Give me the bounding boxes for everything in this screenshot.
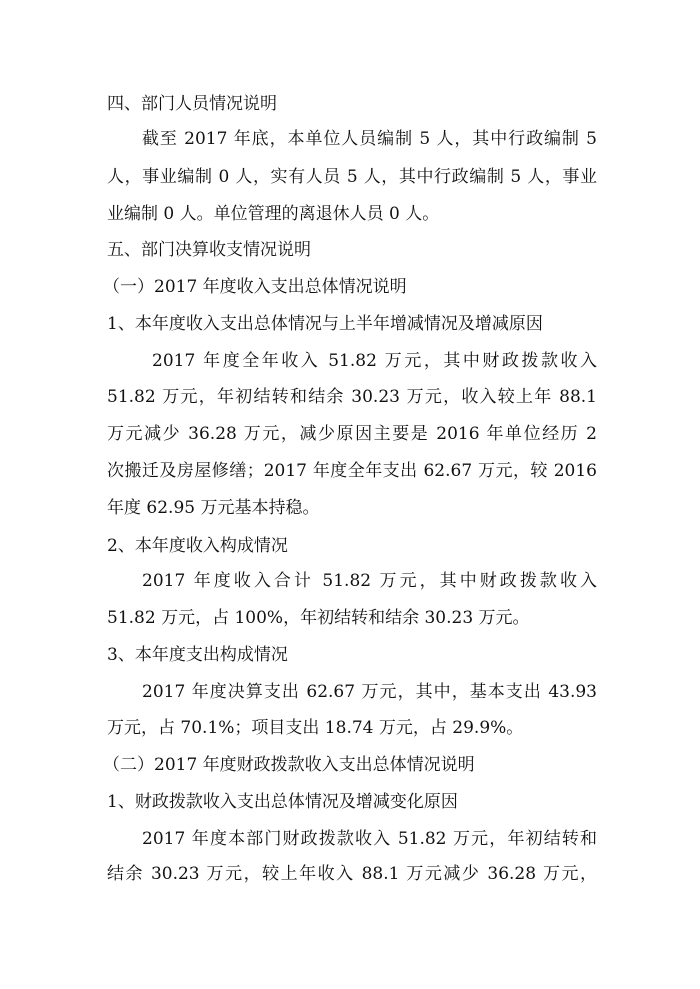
paragraph-line: 51.82 万元，占 100%，年初结转和结余 30.23 万元。 (107, 608, 530, 628)
item-heading: 3、本年度支出构成情况 (107, 645, 288, 665)
paragraph-line: 次搬迁及房屋修缮；2017 年度全年支出 62.67 万元，较 2016 (107, 461, 597, 481)
paragraph-line: 业编制 0 人。单位管理的离退休人员 0 人。 (107, 204, 440, 224)
paragraph-line: 截至 2017 年底，本单位人员编制 5 人，其中行政编制 5 (142, 129, 597, 149)
item-heading: 1、本年度收入支出总体情况与上半年增减情况及增减原因 (107, 314, 543, 334)
paragraph-line: 万元，占 70.1%；项目支出 18.74 万元，占 29.9%。 (107, 718, 524, 738)
paragraph-line: 万元减少 36.28 万元，减少原因主要是 2016 年单位经历 2 (107, 424, 597, 444)
paragraph-line: 2017 年度本部门财政拨款收入 51.82 万元，年初结转和 (142, 829, 597, 849)
paragraph-line: 2017 年度全年收入 51.82 万元，其中财政拨款收入 (152, 351, 597, 371)
paragraph-line: 51.82 万元，年初结转和结余 30.23 万元，收入较上年 88.1 (107, 387, 597, 407)
paragraph-line: 2017 年度收入合计 51.82 万元，其中财政拨款收入 (142, 571, 597, 591)
section-heading-5: 五、部门决算收支情况说明 (107, 240, 311, 260)
paragraph-line: 2017 年度决算支出 62.67 万元，其中，基本支出 43.93 (142, 682, 597, 702)
paragraph-line: 年度 62.95 万元基本持稳。 (107, 498, 320, 518)
subsection-heading-2: （二）2017 年度财政拨款收入支出总体情况说明 (103, 755, 475, 775)
paragraph-line: 结余 30.23 万元，较上年收入 88.1 万元减少 36.28 万元， (107, 864, 597, 884)
section-heading-4: 四、部门人员情况说明 (107, 94, 277, 114)
item-heading: 1、财政拨款收入支出总体情况及增减变化原因 (107, 792, 458, 812)
item-heading: 2、本年度收入构成情况 (107, 536, 288, 556)
subsection-heading-1: （一）2017 年度收入支出总体情况说明 (103, 277, 407, 297)
paragraph-line: 人，事业编制 0 人，实有人员 5 人，其中行政编制 5 人，事业 (107, 167, 597, 187)
